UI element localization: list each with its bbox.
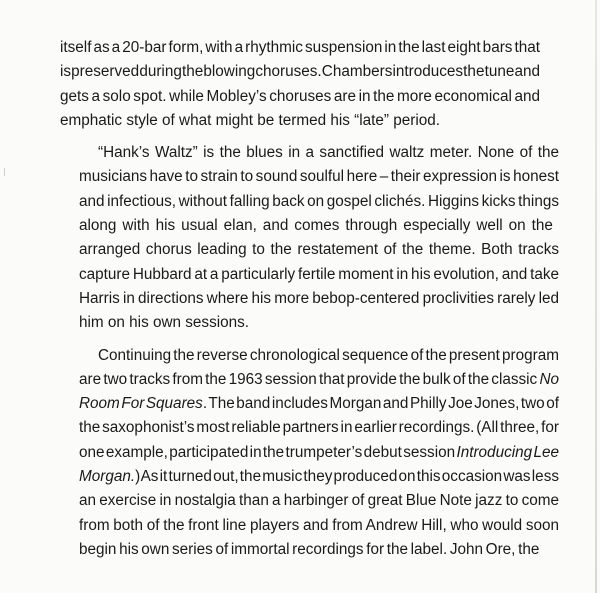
text-line <box>60 287 559 311</box>
text-run: and infectious, without falling back on gospel clichés. Higgins kicks things <box>79 192 559 210</box>
text-line <box>60 392 559 416</box>
text-run: along with his usual elan, and comes through especially well on the <box>79 217 553 235</box>
text-run: Harris in directions where his more bebop-centered proclivities rarely led <box>79 289 559 307</box>
text-line <box>60 85 540 109</box>
text-run: musicians have to strain to sound soulful here – their expression is honest <box>79 168 559 186</box>
text-run: one example, participated in the trumpeter’s debut session <box>79 443 457 461</box>
scan-edge-mark <box>4 168 5 176</box>
text-line <box>60 311 540 335</box>
text-line <box>60 109 540 133</box>
text-line <box>60 489 559 513</box>
line-content <box>79 444 559 461</box>
italic-title: Room For Squares <box>79 395 203 413</box>
text-line <box>60 263 559 287</box>
text-line <box>60 538 540 562</box>
paragraph-1 <box>60 36 540 133</box>
text-line <box>60 36 540 60</box>
text-run: him on his own sessions. <box>79 314 250 332</box>
line-content <box>79 266 559 283</box>
line-content <box>60 88 540 105</box>
text-line <box>60 190 559 214</box>
text-run: arranged chorus leading to the restatement of the theme. Both tracks <box>79 241 559 259</box>
italic-title: Introducing Lee <box>456 443 559 461</box>
line-content <box>79 492 559 509</box>
text-line <box>60 368 559 392</box>
line-content <box>79 241 559 258</box>
text-run: are two tracks from the 1963 session that provide the bulk of the classic <box>79 370 540 388</box>
text-line <box>60 514 559 538</box>
paragraph-3 <box>60 344 559 563</box>
text-line <box>60 214 553 238</box>
text-line <box>60 238 559 262</box>
text-run: the saxophonist’s most reliable partners in earlier recordings. (All three, for <box>79 419 559 437</box>
line-content <box>98 347 559 364</box>
text-line <box>60 416 559 440</box>
text-line <box>60 60 540 84</box>
line-content <box>79 193 559 210</box>
line-content <box>98 144 559 161</box>
text-run: itself as a 20-bar form, with a rhythmic suspension in the last eight bars that <box>60 39 540 56</box>
text-run: gets a solo spot. while Mobley’s choruses are in the more economical and <box>60 87 540 105</box>
text-run: is preserved during the blowing choruses. Chambers introduces the tune and <box>60 63 540 81</box>
italic-title: Morgan. <box>79 468 136 486</box>
line-content <box>60 63 540 80</box>
line-content <box>79 371 559 388</box>
text-run: from both of the front line players and from Andrew Hill, who would soon <box>79 516 559 534</box>
text-run: an exercise in nostalgia than a harbinger of great Blue Note jazz to come <box>79 492 559 510</box>
text-run: begin his own series of immortal recordings for the label. John Ore, the <box>79 540 540 558</box>
text-run: Continuing the reverse chronological sequence of the present program <box>98 346 559 364</box>
line-content <box>60 39 540 56</box>
italic-title: No <box>539 370 559 388</box>
text-line <box>60 465 559 489</box>
text-run: . The band includes Morgan and Philly Joe Jones, two of <box>202 395 559 413</box>
text-run: capture Hubbard at a particularly fertile moment in his evolution, and take <box>79 265 559 283</box>
line-content <box>79 517 559 534</box>
text-line <box>60 165 559 189</box>
text-run: “Hank’s Waltz” is the blues in a sanctified waltz meter. None of the <box>98 144 559 162</box>
line-content <box>79 395 559 412</box>
liner-notes-body <box>60 36 559 570</box>
text-line <box>60 344 559 368</box>
line-content <box>79 419 559 436</box>
text-run: ) As it turned out, the music they produced on this occasion was less <box>135 468 559 486</box>
text-line <box>60 441 559 465</box>
line-content <box>79 217 553 234</box>
line-content <box>79 168 559 185</box>
text-run: emphatic style of what might be termed his “late” period. <box>60 111 441 129</box>
text-line <box>60 141 559 165</box>
line-content <box>79 468 559 485</box>
paragraph-2 <box>60 141 559 335</box>
page-edge-shadow <box>595 0 597 593</box>
line-content <box>79 290 559 307</box>
